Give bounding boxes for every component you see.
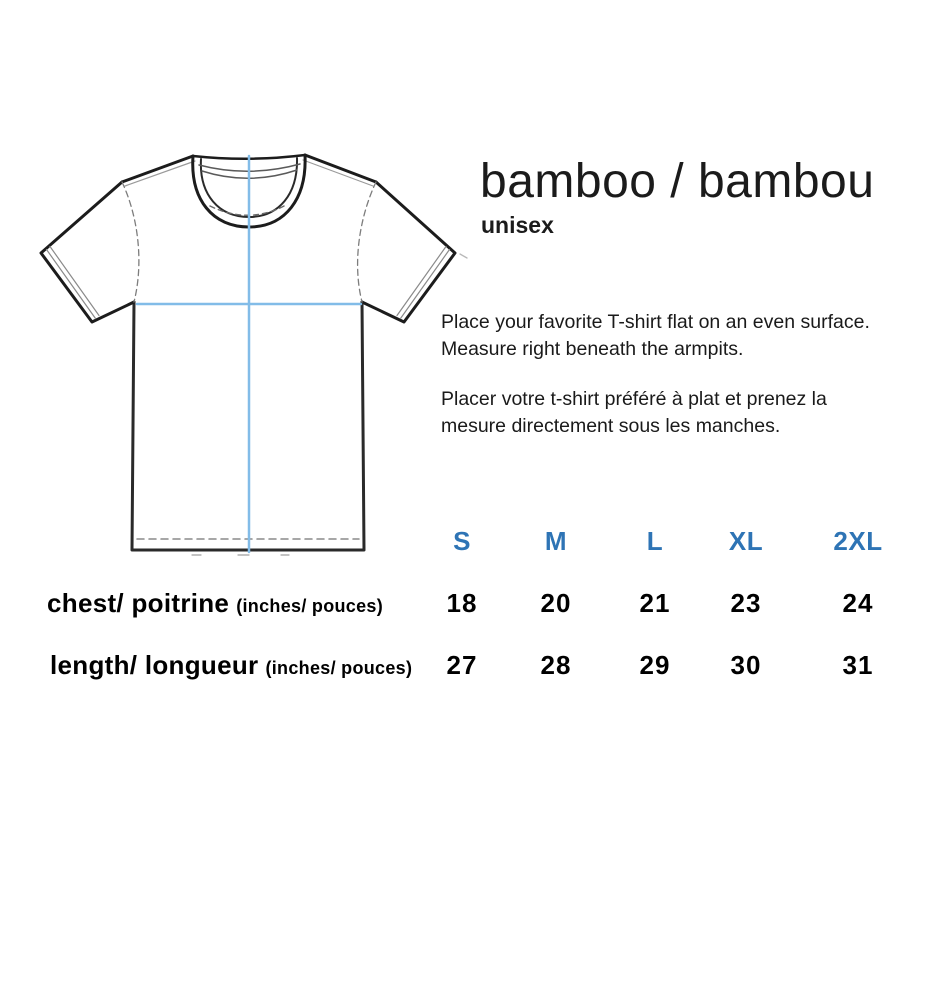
- length-label-unit: (inches/ pouces): [265, 658, 413, 678]
- length-value-m: 28: [540, 650, 572, 680]
- product-title: bamboo / bambou: [480, 155, 875, 208]
- length-value-2xl: 31: [842, 650, 874, 680]
- chest-value-m: 20: [540, 588, 572, 618]
- chest-row: [0, 588, 943, 622]
- chest-value-xl: 23: [730, 588, 762, 618]
- size-header-xl: XL: [728, 526, 764, 556]
- size-header-l: L: [646, 526, 664, 556]
- length-value-xl: 30: [730, 650, 762, 680]
- size-header-2xl: 2XL: [833, 526, 883, 556]
- chest-value-2xl: 24: [842, 588, 874, 618]
- instructions-english-line1: Place your favorite T-shirt flat on an even surface.: [441, 311, 870, 333]
- size-header-row: [0, 526, 943, 560]
- length-row: [0, 650, 943, 684]
- length-label-text: length/ longueur: [50, 650, 259, 680]
- instructions-english-line2: Measure right beneath the armpits.: [441, 338, 744, 360]
- product-subtitle: unisex: [481, 212, 554, 238]
- chest-label-text: chest/ poitrine: [47, 588, 230, 618]
- chest-row-label: [47, 588, 383, 619]
- length-value-l: 29: [639, 650, 671, 680]
- length-value-s: 27: [446, 650, 478, 680]
- chest-value-s: 18: [446, 588, 478, 618]
- size-header-m: M: [544, 526, 568, 556]
- length-row-label: [50, 650, 412, 681]
- instructions-french-line1: Placer votre t-shirt préféré à plat et prenez la: [441, 388, 827, 410]
- size-header-s: S: [453, 526, 471, 556]
- chest-value-l: 21: [639, 588, 671, 618]
- instructions-french-line2: mesure directement sous les manches.: [441, 415, 781, 437]
- chest-label-unit: (inches/ pouces): [236, 596, 384, 616]
